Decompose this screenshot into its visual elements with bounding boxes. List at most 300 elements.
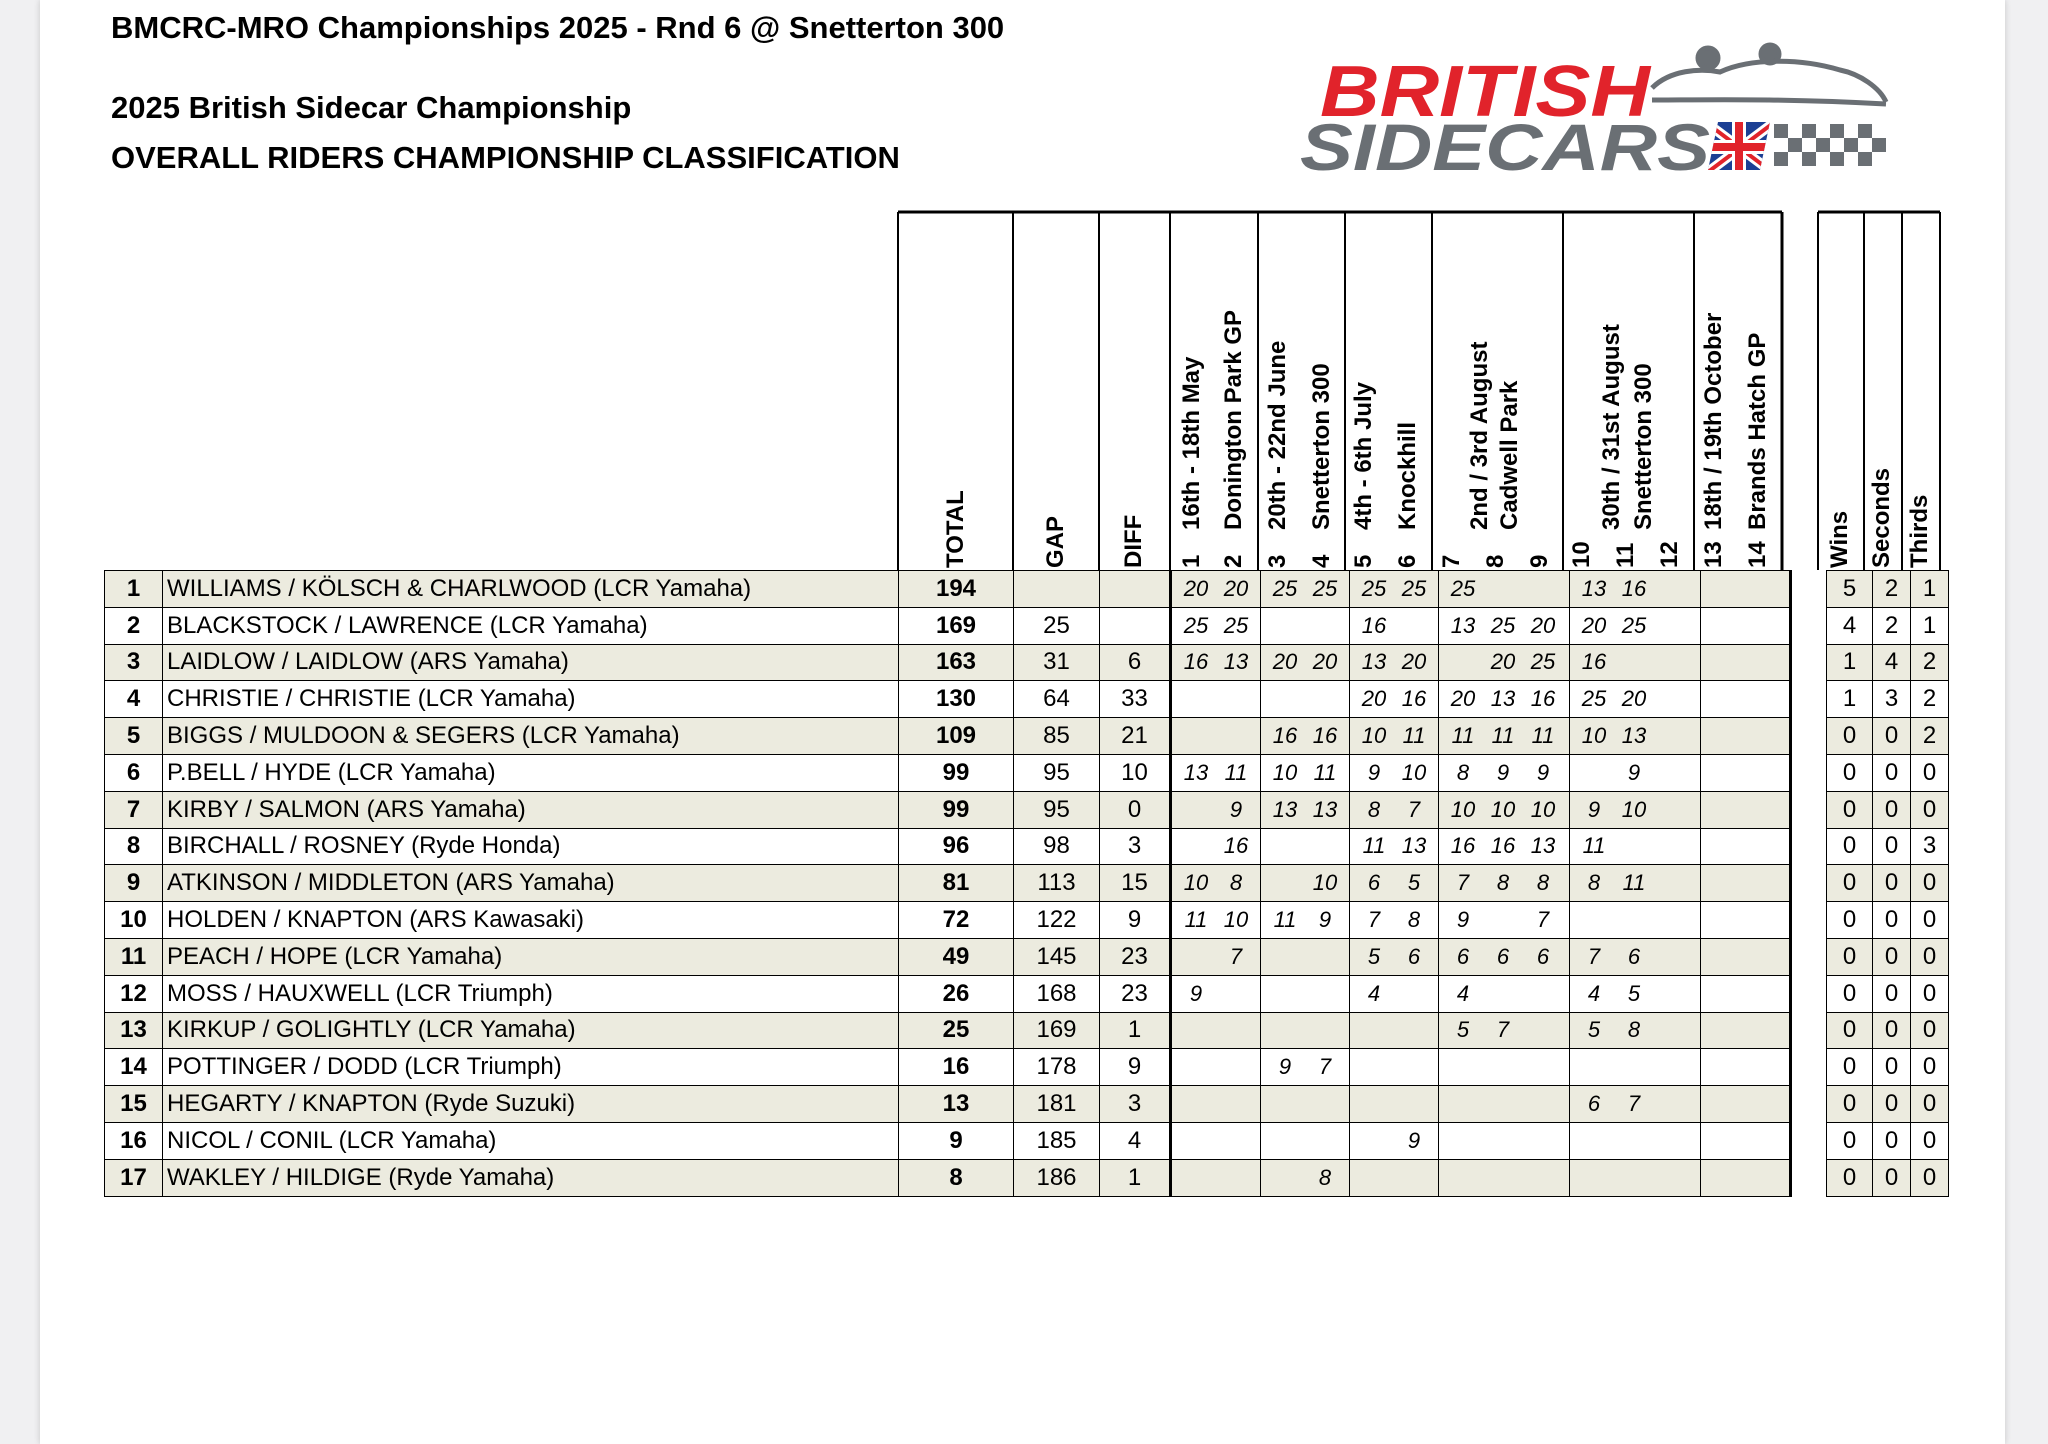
race-points: 6 [1496, 943, 1510, 969]
table-row [105, 1012, 1949, 1049]
race-number-2: 2 [1220, 554, 1247, 568]
round-2-points-cell [1261, 1012, 1350, 1049]
round-1-points-cell [1171, 644, 1261, 681]
race-points: 25 [1183, 612, 1209, 638]
race-points: 25 [1272, 575, 1298, 601]
race-number-13: 13 [1700, 541, 1727, 568]
race-points: 5 [1367, 943, 1381, 969]
rider-name-cell: CHRISTIE / CHRISTIE (LCR Yamaha) [163, 681, 899, 718]
diff-cell: 10 [1100, 754, 1171, 791]
round-5-points-cell [1570, 938, 1701, 975]
gap-cell: 95 [1014, 791, 1100, 828]
round-4-points-cell [1439, 754, 1570, 791]
position-cell: 16 [105, 1122, 163, 1159]
race-points: 8 [1587, 870, 1601, 896]
diff-cell [1100, 571, 1171, 608]
round-2-points-cell [1261, 1122, 1350, 1159]
race-points: 9 [1536, 759, 1550, 785]
spacer-cell [1791, 791, 1827, 828]
thirds-cell: 3 [1911, 828, 1949, 865]
race-points: 16 [1450, 833, 1476, 859]
round-1-points-cell [1171, 975, 1261, 1012]
race-points: 8 [1229, 870, 1243, 896]
gap-cell: 95 [1014, 754, 1100, 791]
round-5-points-cell [1570, 1012, 1701, 1049]
round-6-date: 18th / 19th October [1700, 312, 1727, 530]
spacer-cell [1791, 865, 1827, 902]
table-row [105, 754, 1949, 791]
race-points: 9 [1496, 759, 1510, 785]
round-4-points-cell [1439, 975, 1570, 1012]
round-4-points-cell [1439, 828, 1570, 865]
seconds-cell: 0 [1873, 938, 1911, 975]
round-5-points-cell [1570, 975, 1701, 1012]
total-cell: 16 [899, 1049, 1014, 1086]
round-2-points-cell [1261, 1159, 1350, 1196]
diff-cell: 23 [1100, 975, 1171, 1012]
race-number-8: 8 [1482, 554, 1509, 568]
round-1-date: 16th - 18th May [1178, 356, 1205, 530]
spacer-cell [1791, 975, 1827, 1012]
race-points: 4 [1367, 980, 1381, 1006]
race-points: 13 [1272, 796, 1298, 822]
race-points: 13 [1450, 612, 1476, 638]
race-number-5: 5 [1350, 554, 1377, 568]
seconds-cell: 3 [1873, 681, 1911, 718]
race-points: 8 [1456, 759, 1470, 785]
race-points: 20 [1581, 612, 1607, 638]
gap-cell: 25 [1014, 607, 1100, 644]
round-1-points-cell [1171, 1122, 1261, 1159]
spacer-cell [1791, 571, 1827, 608]
race-points: 16 [1272, 723, 1298, 749]
race-points: 6 [1407, 943, 1421, 969]
total-cell: 96 [899, 828, 1014, 865]
col-header-thirds: Thirds [1906, 494, 1933, 568]
race-points: 4 [1587, 980, 1601, 1006]
spacer-cell [1791, 718, 1827, 755]
wins-cell: 0 [1827, 938, 1873, 975]
race-points: 5 [1456, 1017, 1470, 1043]
thirds-cell: 1 [1911, 607, 1949, 644]
round-6-points-cell [1701, 1086, 1791, 1123]
round-6-points-cell [1701, 718, 1791, 755]
race-points: 6 [1627, 943, 1641, 969]
race-points: 20 [1530, 612, 1556, 638]
total-cell: 99 [899, 791, 1014, 828]
table-row [105, 718, 1949, 755]
round-3-venue: Knockhill [1394, 421, 1421, 530]
round-3-points-cell [1350, 1122, 1439, 1159]
race-points: 10 [1361, 723, 1387, 749]
wins-cell: 4 [1827, 607, 1873, 644]
position-cell: 13 [105, 1012, 163, 1049]
round-3-points-cell [1350, 1012, 1439, 1049]
wins-cell: 0 [1827, 754, 1873, 791]
race-points: 6 [1536, 943, 1550, 969]
race-number-1: 1 [1178, 554, 1205, 568]
gap-cell: 122 [1014, 902, 1100, 939]
round-4-points-cell [1439, 607, 1570, 644]
position-cell: 11 [105, 938, 163, 975]
round-2-points-cell [1261, 828, 1350, 865]
round-3-points-cell [1350, 1049, 1439, 1086]
rider-name-cell: HOLDEN / KNAPTON (ARS Kawasaki) [163, 902, 899, 939]
race-points: 8 [1536, 870, 1550, 896]
seconds-cell: 0 [1873, 1122, 1911, 1159]
table-row [105, 791, 1949, 828]
round-5-points-cell [1570, 571, 1701, 608]
rider-name-cell: P.BELL / HYDE (LCR Yamaha) [163, 754, 899, 791]
race-points: 7 [1627, 1091, 1641, 1117]
gap-cell: 185 [1014, 1122, 1100, 1159]
position-cell: 2 [105, 607, 163, 644]
race-points: 9 [1407, 1127, 1421, 1153]
total-cell: 194 [899, 571, 1014, 608]
rider-name-cell: MOSS / HAUXWELL (LCR Triumph) [163, 975, 899, 1012]
gap-cell: 145 [1014, 938, 1100, 975]
race-points: 13 [1361, 649, 1387, 675]
table-row [105, 607, 1949, 644]
race-points: 13 [1581, 575, 1607, 601]
wins-cell: 0 [1827, 718, 1873, 755]
round-4-points-cell [1439, 681, 1570, 718]
gap-cell: 181 [1014, 1086, 1100, 1123]
round-5-points-cell [1570, 718, 1701, 755]
round-3-date: 4th - 6th July [1350, 381, 1377, 530]
wins-cell: 0 [1827, 1049, 1873, 1086]
rider-name-cell: WAKLEY / HILDIGE (Ryde Yamaha) [163, 1159, 899, 1196]
thirds-cell: 0 [1911, 754, 1949, 791]
round-4-points-cell [1439, 1086, 1570, 1123]
round-4-points-cell [1439, 1122, 1570, 1159]
race-points: 9 [1278, 1054, 1292, 1080]
race-points: 9 [1318, 907, 1332, 933]
diff-cell: 15 [1100, 865, 1171, 902]
round-2-points-cell [1261, 902, 1350, 939]
round-1-points-cell [1171, 571, 1261, 608]
round-1-points-cell [1171, 828, 1261, 865]
position-cell: 4 [105, 681, 163, 718]
thirds-cell: 0 [1911, 902, 1949, 939]
race-points: 8 [1367, 796, 1381, 822]
diff-cell: 4 [1100, 1122, 1171, 1159]
diff-cell: 23 [1100, 938, 1171, 975]
round-6-points-cell [1701, 1049, 1791, 1086]
race-points: 9 [1367, 759, 1381, 785]
wins-cell: 0 [1827, 902, 1873, 939]
round-2-date: 20th - 22nd June [1264, 340, 1291, 530]
seconds-cell: 0 [1873, 1086, 1911, 1123]
spacer-cell [1791, 1049, 1827, 1086]
round-1-points-cell [1171, 938, 1261, 975]
total-cell: 81 [899, 865, 1014, 902]
race-points: 10 [1312, 870, 1338, 896]
race-number-11: 11 [1612, 542, 1639, 568]
round-5-points-cell [1570, 791, 1701, 828]
table-row [105, 681, 1949, 718]
race-points: 16 [1312, 723, 1338, 749]
round-2-points-cell [1261, 791, 1350, 828]
race-points: 11 [1362, 833, 1386, 859]
round-6-venue: Brands Hatch GP [1744, 332, 1771, 530]
race-points: 16 [1530, 686, 1556, 712]
round-3-points-cell [1350, 791, 1439, 828]
round-6-points-cell [1701, 681, 1791, 718]
round-3-points-cell [1350, 938, 1439, 975]
rider-name-cell: LAIDLOW / LAIDLOW (ARS Yamaha) [163, 644, 899, 681]
race-points: 7 [1318, 1054, 1332, 1080]
table-row [105, 1122, 1949, 1159]
round-3-points-cell [1350, 1086, 1439, 1123]
col-header-total: TOTAL [942, 490, 969, 568]
race-points: 10 [1272, 759, 1298, 785]
position-cell: 8 [105, 828, 163, 865]
wins-cell: 0 [1827, 828, 1873, 865]
table-row [105, 902, 1949, 939]
total-cell: 109 [899, 718, 1014, 755]
spacer-cell [1791, 1086, 1827, 1123]
thirds-cell: 0 [1911, 938, 1949, 975]
round-3-points-cell [1350, 644, 1439, 681]
race-points: 13 [1401, 833, 1427, 859]
table-row [105, 1086, 1949, 1123]
thirds-cell: 0 [1911, 1122, 1949, 1159]
standings-table [104, 570, 1949, 1197]
race-points: 25 [1312, 575, 1338, 601]
thirds-cell: 0 [1911, 975, 1949, 1012]
race-points: 16 [1223, 833, 1249, 859]
seconds-cell: 0 [1873, 754, 1911, 791]
race-points: 20 [1450, 686, 1476, 712]
race-points: 10 [1450, 796, 1476, 822]
table-row [105, 571, 1949, 608]
race-number-6: 6 [1394, 554, 1421, 568]
table-row [105, 644, 1949, 681]
round-6-points-cell [1701, 902, 1791, 939]
round-1-points-cell [1171, 718, 1261, 755]
seconds-cell: 0 [1873, 1012, 1911, 1049]
race-points: 13 [1490, 686, 1516, 712]
spacer-cell [1791, 1159, 1827, 1196]
race-points: 10 [1490, 796, 1516, 822]
diff-cell: 1 [1100, 1159, 1171, 1196]
round-1-points-cell [1171, 681, 1261, 718]
seconds-cell: 0 [1873, 1049, 1911, 1086]
race-points: 9 [1456, 907, 1470, 933]
race-points: 16 [1183, 649, 1209, 675]
round-4-points-cell [1439, 718, 1570, 755]
col-header-seconds: Seconds [1868, 467, 1895, 568]
thirds-cell: 2 [1911, 644, 1949, 681]
race-points: 11 [1491, 723, 1515, 749]
wins-cell: 0 [1827, 1086, 1873, 1123]
race-points: 20 [1272, 649, 1298, 675]
round-5-points-cell [1570, 902, 1701, 939]
round-2-points-cell [1261, 865, 1350, 902]
race-number-12: 12 [1656, 541, 1683, 568]
race-points: 13 [1530, 833, 1556, 859]
race-points: 16 [1401, 686, 1427, 712]
total-cell: 169 [899, 607, 1014, 644]
race-points: 25 [1581, 686, 1607, 712]
race-points: 10 [1223, 907, 1249, 933]
race-points: 11 [1582, 833, 1606, 859]
classification-title: OVERALL RIDERS CHAMPIONSHIP CLASSIFICATION [111, 140, 900, 175]
position-cell: 7 [105, 791, 163, 828]
round-1-points-cell [1171, 754, 1261, 791]
spacer-cell [1791, 938, 1827, 975]
race-points: 25 [1530, 649, 1556, 675]
round-1-points-cell [1171, 902, 1261, 939]
wins-cell: 0 [1827, 791, 1873, 828]
round-3-points-cell [1350, 754, 1439, 791]
race-points: 5 [1407, 870, 1421, 896]
position-cell: 9 [105, 865, 163, 902]
round-6-points-cell [1701, 828, 1791, 865]
race-points: 13 [1621, 723, 1647, 749]
gap-cell: 31 [1014, 644, 1100, 681]
thirds-cell: 0 [1911, 1159, 1949, 1196]
gap-cell: 113 [1014, 865, 1100, 902]
total-cell: 13 [899, 1086, 1014, 1123]
round-3-points-cell [1350, 828, 1439, 865]
seconds-cell: 0 [1873, 902, 1911, 939]
race-points: 25 [1223, 612, 1249, 638]
race-points: 10 [1581, 723, 1607, 749]
position-cell: 14 [105, 1049, 163, 1086]
thirds-cell: 2 [1911, 718, 1949, 755]
table-row [105, 1159, 1949, 1196]
round-6-points-cell [1701, 607, 1791, 644]
diff-cell: 21 [1100, 718, 1171, 755]
round-5-points-cell [1570, 865, 1701, 902]
round-4-venue: Cadwell Park [1496, 380, 1523, 530]
diff-cell: 0 [1100, 791, 1171, 828]
round-5-points-cell [1570, 1049, 1701, 1086]
diff-cell: 1 [1100, 1012, 1171, 1049]
race-points: 11 [1184, 907, 1208, 933]
table-row [105, 1049, 1949, 1086]
spacer-cell [1791, 1012, 1827, 1049]
round-4-points-cell [1439, 571, 1570, 608]
race-points: 9 [1189, 980, 1203, 1006]
round-5-points-cell [1570, 828, 1701, 865]
round-3-points-cell [1350, 718, 1439, 755]
wins-cell: 0 [1827, 975, 1873, 1012]
race-points: 16 [1581, 649, 1607, 675]
seconds-cell: 0 [1873, 828, 1911, 865]
table-row [105, 828, 1949, 865]
race-points: 7 [1367, 907, 1381, 933]
round-6-points-cell [1701, 975, 1791, 1012]
round-4-points-cell [1439, 902, 1570, 939]
rider-name-cell: PEACH / HOPE (LCR Yamaha) [163, 938, 899, 975]
race-points: 13 [1183, 759, 1209, 785]
race-points: 20 [1361, 686, 1387, 712]
race-points: 25 [1450, 575, 1476, 601]
round-1-points-cell [1171, 1012, 1261, 1049]
round-4-points-cell [1439, 1159, 1570, 1196]
round-1-points-cell [1171, 607, 1261, 644]
round-5-points-cell [1570, 607, 1701, 644]
round-2-points-cell [1261, 938, 1350, 975]
thirds-cell: 0 [1911, 1086, 1949, 1123]
round-3-points-cell [1350, 1159, 1439, 1196]
round-1-points-cell [1171, 791, 1261, 828]
round-1-points-cell [1171, 1049, 1261, 1086]
race-points: 11 [1224, 759, 1248, 785]
race-points: 7 [1407, 796, 1421, 822]
race-points: 4 [1456, 980, 1470, 1006]
round-5-venue: Snetterton 300 [1630, 363, 1657, 530]
gap-cell: 169 [1014, 1012, 1100, 1049]
seconds-cell: 0 [1873, 791, 1911, 828]
race-points: 16 [1490, 833, 1516, 859]
rider-name-cell: POTTINGER / DODD (LCR Triumph) [163, 1049, 899, 1086]
round-3-points-cell [1350, 681, 1439, 718]
round-3-points-cell [1350, 975, 1439, 1012]
race-points: 7 [1496, 1017, 1510, 1043]
round-5-points-cell [1570, 1159, 1701, 1196]
round-4-points-cell [1439, 791, 1570, 828]
gap-cell [1014, 571, 1100, 608]
position-cell: 17 [105, 1159, 163, 1196]
diff-cell: 9 [1100, 902, 1171, 939]
race-points: 10 [1401, 759, 1427, 785]
round-6-points-cell [1701, 644, 1791, 681]
round-4-points-cell [1439, 938, 1570, 975]
round-4-points-cell [1439, 1012, 1570, 1049]
total-cell: 9 [899, 1122, 1014, 1159]
race-points: 16 [1621, 575, 1647, 601]
total-cell: 130 [899, 681, 1014, 718]
race-number-10: 10 [1568, 541, 1595, 568]
thirds-cell: 0 [1911, 791, 1949, 828]
seconds-cell: 0 [1873, 1159, 1911, 1196]
thirds-cell: 0 [1911, 1049, 1949, 1086]
seconds-cell: 4 [1873, 644, 1911, 681]
total-cell: 163 [899, 644, 1014, 681]
race-points: 11 [1622, 870, 1646, 896]
race-points: 10 [1183, 870, 1209, 896]
round-4-points-cell [1439, 1049, 1570, 1086]
race-points: 6 [1367, 870, 1381, 896]
diff-cell: 6 [1100, 644, 1171, 681]
seconds-cell: 2 [1873, 607, 1911, 644]
round-1-venue: Donington Park GP [1220, 309, 1247, 530]
race-number-7: 7 [1438, 554, 1465, 568]
total-cell: 99 [899, 754, 1014, 791]
race-points: 6 [1587, 1091, 1601, 1117]
spacer-cell [1791, 902, 1827, 939]
race-points: 7 [1536, 907, 1550, 933]
round-6-points-cell [1701, 865, 1791, 902]
thirds-cell: 0 [1911, 1012, 1949, 1049]
rider-name-cell: KIRKUP / GOLIGHTLY (LCR Yamaha) [163, 1012, 899, 1049]
race-points: 5 [1587, 1017, 1601, 1043]
race-points: 10 [1530, 796, 1556, 822]
race-points: 7 [1456, 870, 1470, 896]
round-1-points-cell [1171, 1159, 1261, 1196]
race-points: 11 [1531, 723, 1555, 749]
col-header-diff: DIFF [1120, 514, 1147, 568]
round-3-points-cell [1350, 865, 1439, 902]
total-cell: 8 [899, 1159, 1014, 1196]
thirds-cell: 1 [1911, 571, 1949, 608]
round-2-points-cell [1261, 975, 1350, 1012]
spacer-cell [1791, 644, 1827, 681]
